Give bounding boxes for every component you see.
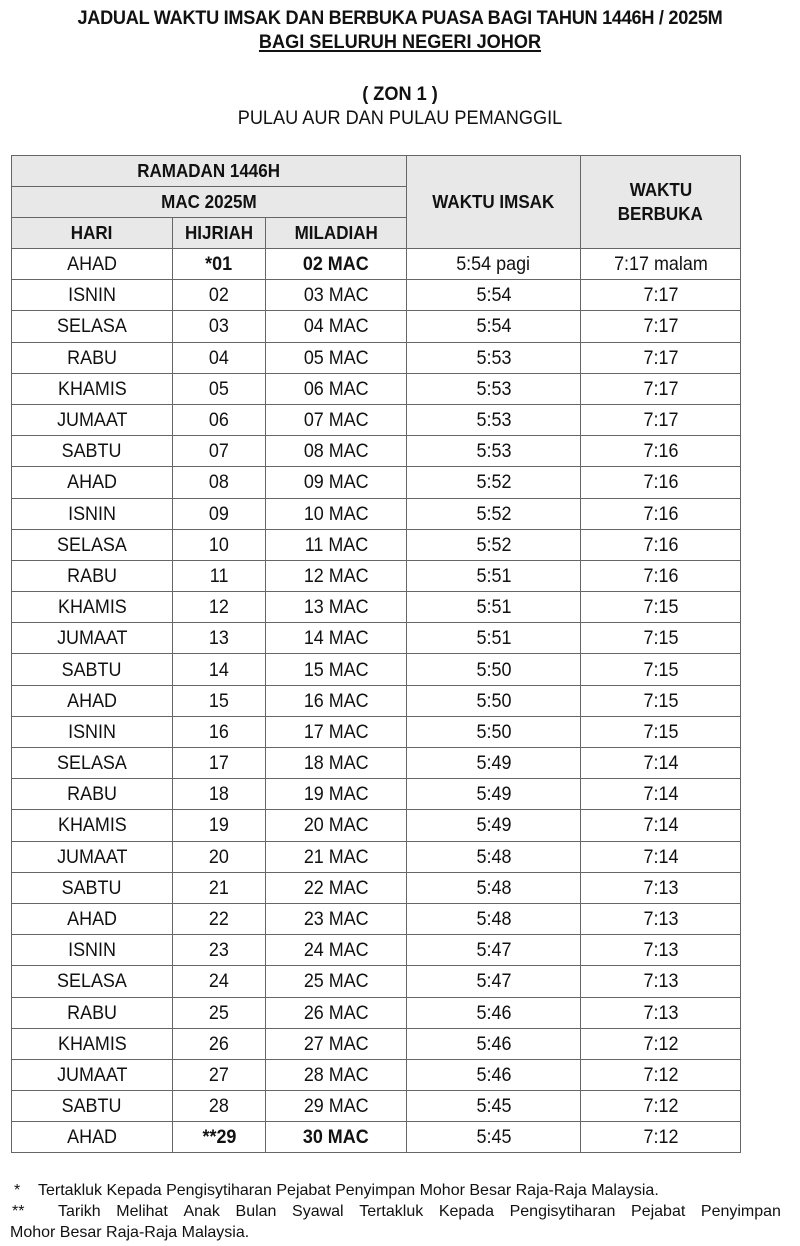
header-hijriah: HIJRIAH	[173, 218, 266, 249]
header-waktu-berbuka: WAKTU BERBUKA	[581, 156, 741, 249]
cell-hijriah: 19	[173, 810, 266, 841]
footnotes	[10, 1180, 781, 1243]
cell-miladiah: 12 MAC	[266, 560, 407, 591]
table-row	[12, 779, 741, 810]
cell-berbuka: 7:15	[581, 623, 741, 654]
header-hari: HARI	[12, 218, 173, 249]
cell-berbuka: 7:13	[581, 872, 741, 903]
cell-hari: KHAMIS	[12, 810, 173, 841]
cell-berbuka: 7:17	[581, 342, 741, 373]
cell-miladiah: 11 MAC	[266, 529, 407, 560]
cell-hari: SABTU	[12, 654, 173, 685]
cell-imsak: 5:50	[407, 685, 581, 716]
cell-miladiah: 22 MAC	[266, 872, 407, 903]
cell-berbuka: 7:16	[581, 529, 741, 560]
document-subtitle: BAGI SELURUH NEGERI JOHOR	[258, 31, 542, 53]
cell-hari: AHAD	[12, 1122, 173, 1153]
cell-hari: AHAD	[12, 903, 173, 934]
cell-miladiah: 02 MAC	[266, 249, 407, 280]
cell-hari: JUMAAT	[12, 623, 173, 654]
table-row	[12, 716, 741, 747]
table-row	[12, 997, 741, 1028]
table-row	[12, 342, 741, 373]
cell-miladiah: 03 MAC	[266, 280, 407, 311]
cell-imsak: 5:49	[407, 779, 581, 810]
cell-berbuka: 7:12	[581, 1028, 741, 1059]
table-header	[12, 156, 741, 249]
cell-hijriah: 24	[173, 966, 266, 997]
cell-hari: JUMAAT	[12, 841, 173, 872]
table-row	[12, 810, 741, 841]
cell-hari: ISNIN	[12, 935, 173, 966]
cell-imsak: 5:51	[407, 623, 581, 654]
cell-miladiah: 29 MAC	[266, 1091, 407, 1122]
table-row	[12, 1122, 741, 1153]
zone-name: PULAU AUR DAN PULAU PEMANGGIL	[237, 107, 563, 129]
cell-miladiah: 20 MAC	[266, 810, 407, 841]
cell-berbuka: 7:16	[581, 560, 741, 591]
cell-hijriah: 02	[173, 280, 266, 311]
cell-miladiah: 30 MAC	[266, 1122, 407, 1153]
cell-hijriah: 28	[173, 1091, 266, 1122]
cell-berbuka: 7:15	[581, 716, 741, 747]
cell-hijriah: 26	[173, 1028, 266, 1059]
cell-miladiah: 10 MAC	[266, 498, 407, 529]
cell-imsak: 5:51	[407, 592, 581, 623]
cell-hijriah: 10	[173, 529, 266, 560]
cell-imsak: 5:53	[407, 342, 581, 373]
cell-hijriah: 20	[173, 841, 266, 872]
cell-imsak: 5:50	[407, 654, 581, 685]
cell-hijriah: 05	[173, 373, 266, 404]
cell-miladiah: 04 MAC	[266, 311, 407, 342]
table-row	[12, 1028, 741, 1059]
cell-miladiah: 25 MAC	[266, 966, 407, 997]
cell-imsak: 5:54	[407, 280, 581, 311]
cell-berbuka: 7:12	[581, 1122, 741, 1153]
cell-imsak: 5:48	[407, 872, 581, 903]
cell-hijriah: 23	[173, 935, 266, 966]
table-row	[12, 841, 741, 872]
cell-miladiah: 14 MAC	[266, 623, 407, 654]
cell-hari: SELASA	[12, 311, 173, 342]
cell-berbuka: 7:15	[581, 654, 741, 685]
cell-miladiah: 23 MAC	[266, 903, 407, 934]
footnote-text: Tarikh Melihat Anak Bulan Syawal Tertakluk Kepada Pengisytiharan Pejabat Penyimpan	[58, 1203, 781, 1220]
cell-hijriah: 18	[173, 779, 266, 810]
cell-hijriah: 08	[173, 467, 266, 498]
cell-hijriah: 04	[173, 342, 266, 373]
cell-miladiah: 08 MAC	[266, 436, 407, 467]
cell-miladiah: 07 MAC	[266, 404, 407, 435]
cell-hijriah: 09	[173, 498, 266, 529]
footnote-text: Tertakluk Kepada Pengisytiharan Pejabat Penyimpan Mohor Besar Raja-Raja Malaysia.	[38, 1182, 659, 1199]
cell-hijriah: 27	[173, 1059, 266, 1090]
table-row	[12, 872, 741, 903]
cell-imsak: 5:54 pagi	[407, 249, 581, 280]
cell-miladiah: 21 MAC	[266, 841, 407, 872]
cell-imsak: 5:47	[407, 966, 581, 997]
cell-miladiah: 27 MAC	[266, 1028, 407, 1059]
cell-imsak: 5:45	[407, 1091, 581, 1122]
cell-berbuka: 7:17	[581, 280, 741, 311]
table-row	[12, 280, 741, 311]
cell-hijriah: 22	[173, 903, 266, 934]
table-row	[12, 373, 741, 404]
cell-berbuka: 7:16	[581, 436, 741, 467]
cell-hari: RABU	[12, 997, 173, 1028]
header-miladiah: MILADIAH	[266, 218, 407, 249]
zone-header	[0, 82, 800, 130]
cell-berbuka: 7:17 malam	[581, 249, 741, 280]
cell-berbuka: 7:16	[581, 467, 741, 498]
document-title: JADUAL WAKTU IMSAK DAN BERBUKA PUASA BAGI TAHUN 1446H / 2025M	[77, 7, 723, 29]
table-row	[12, 623, 741, 654]
cell-imsak: 5:45	[407, 1122, 581, 1153]
cell-hari: SABTU	[12, 1091, 173, 1122]
cell-hari: AHAD	[12, 685, 173, 716]
cell-miladiah: 13 MAC	[266, 592, 407, 623]
cell-berbuka: 7:12	[581, 1059, 741, 1090]
cell-imsak: 5:46	[407, 1028, 581, 1059]
header-ramadan: RAMADAN 1446H	[12, 156, 407, 187]
cell-miladiah: 09 MAC	[266, 467, 407, 498]
table-row	[12, 903, 741, 934]
cell-berbuka: 7:13	[581, 966, 741, 997]
cell-hari: SABTU	[12, 436, 173, 467]
cell-berbuka: 7:13	[581, 935, 741, 966]
cell-hijriah: 14	[173, 654, 266, 685]
cell-berbuka: 7:17	[581, 404, 741, 435]
cell-miladiah: 15 MAC	[266, 654, 407, 685]
cell-imsak: 5:51	[407, 560, 581, 591]
zone-label: ( ZON 1 )	[362, 83, 438, 105]
cell-hijriah: 25	[173, 997, 266, 1028]
cell-berbuka: 7:17	[581, 373, 741, 404]
cell-miladiah: 28 MAC	[266, 1059, 407, 1090]
cell-hijriah: 13	[173, 623, 266, 654]
table-row	[12, 404, 741, 435]
table-row	[12, 498, 741, 529]
cell-imsak: 5:53	[407, 373, 581, 404]
table-row	[12, 935, 741, 966]
cell-hari: RABU	[12, 560, 173, 591]
table-row	[12, 1059, 741, 1090]
table-body	[12, 249, 741, 1153]
cell-hari: SELASA	[12, 529, 173, 560]
table-row	[12, 685, 741, 716]
header-waktu-imsak: WAKTU IMSAK	[407, 156, 581, 249]
cell-berbuka: 7:13	[581, 997, 741, 1028]
cell-hari: KHAMIS	[12, 592, 173, 623]
cell-imsak: 5:54	[407, 311, 581, 342]
cell-imsak: 5:52	[407, 467, 581, 498]
cell-hari: ISNIN	[12, 498, 173, 529]
table-row	[12, 966, 741, 997]
cell-berbuka: 7:14	[581, 748, 741, 779]
imsak-berbuka-table	[11, 155, 741, 1153]
cell-hari: SELASA	[12, 748, 173, 779]
footnote-mark: **	[12, 1203, 25, 1220]
cell-hari: RABU	[12, 342, 173, 373]
cell-miladiah: 19 MAC	[266, 779, 407, 810]
cell-hari: AHAD	[12, 249, 173, 280]
cell-imsak: 5:53	[407, 436, 581, 467]
cell-berbuka: 7:14	[581, 779, 741, 810]
cell-berbuka: 7:14	[581, 810, 741, 841]
cell-hari: ISNIN	[12, 280, 173, 311]
cell-hijriah: 11	[173, 560, 266, 591]
cell-hijriah: 07	[173, 436, 266, 467]
cell-hijriah: 06	[173, 404, 266, 435]
cell-hari: JUMAAT	[12, 404, 173, 435]
cell-berbuka: 7:16	[581, 498, 741, 529]
cell-imsak: 5:52	[407, 498, 581, 529]
header-month: MAC 2025M	[12, 187, 407, 218]
cell-imsak: 5:49	[407, 748, 581, 779]
table-row	[12, 748, 741, 779]
footnote-1	[10, 1180, 781, 1201]
footnote-mark: *	[14, 1182, 21, 1199]
cell-berbuka: 7:13	[581, 903, 741, 934]
cell-imsak: 5:46	[407, 1059, 581, 1090]
table-row	[12, 436, 741, 467]
cell-hari: JUMAAT	[12, 1059, 173, 1090]
document-header	[0, 6, 800, 54]
cell-miladiah: 18 MAC	[266, 748, 407, 779]
table-row	[12, 654, 741, 685]
table-row	[12, 249, 741, 280]
cell-hijriah: 03	[173, 311, 266, 342]
cell-hijriah: 15	[173, 685, 266, 716]
table-row	[12, 529, 741, 560]
cell-imsak: 5:46	[407, 997, 581, 1028]
cell-miladiah: 06 MAC	[266, 373, 407, 404]
cell-hari: ISNIN	[12, 716, 173, 747]
cell-miladiah: 24 MAC	[266, 935, 407, 966]
cell-imsak: 5:52	[407, 529, 581, 560]
cell-berbuka: 7:14	[581, 841, 741, 872]
table-row	[12, 1091, 741, 1122]
cell-hari: KHAMIS	[12, 373, 173, 404]
cell-hijriah: 17	[173, 748, 266, 779]
cell-hari: SELASA	[12, 966, 173, 997]
table-row	[12, 311, 741, 342]
cell-miladiah: 17 MAC	[266, 716, 407, 747]
cell-berbuka: 7:12	[581, 1091, 741, 1122]
cell-berbuka: 7:15	[581, 685, 741, 716]
table-row	[12, 467, 741, 498]
cell-hari: AHAD	[12, 467, 173, 498]
cell-hari: KHAMIS	[12, 1028, 173, 1059]
cell-miladiah: 26 MAC	[266, 997, 407, 1028]
cell-imsak: 5:47	[407, 935, 581, 966]
cell-hijriah: 16	[173, 716, 266, 747]
cell-imsak: 5:53	[407, 404, 581, 435]
cell-hari: RABU	[12, 779, 173, 810]
cell-berbuka: 7:17	[581, 311, 741, 342]
cell-hijriah: 21	[173, 872, 266, 903]
table-row	[12, 560, 741, 591]
cell-berbuka: 7:15	[581, 592, 741, 623]
cell-imsak: 5:50	[407, 716, 581, 747]
cell-hijriah: 12	[173, 592, 266, 623]
cell-hijriah: *01	[173, 249, 266, 280]
table-row	[12, 592, 741, 623]
cell-miladiah: 16 MAC	[266, 685, 407, 716]
cell-hari: SABTU	[12, 872, 173, 903]
cell-imsak: 5:48	[407, 841, 581, 872]
footnote-2-line-2: Mohor Besar Raja-Raja Malaysia.	[10, 1224, 250, 1241]
footnote-2-line-1	[10, 1201, 781, 1222]
cell-hijriah: **29	[173, 1122, 266, 1153]
cell-imsak: 5:48	[407, 903, 581, 934]
cell-imsak: 5:49	[407, 810, 581, 841]
cell-miladiah: 05 MAC	[266, 342, 407, 373]
